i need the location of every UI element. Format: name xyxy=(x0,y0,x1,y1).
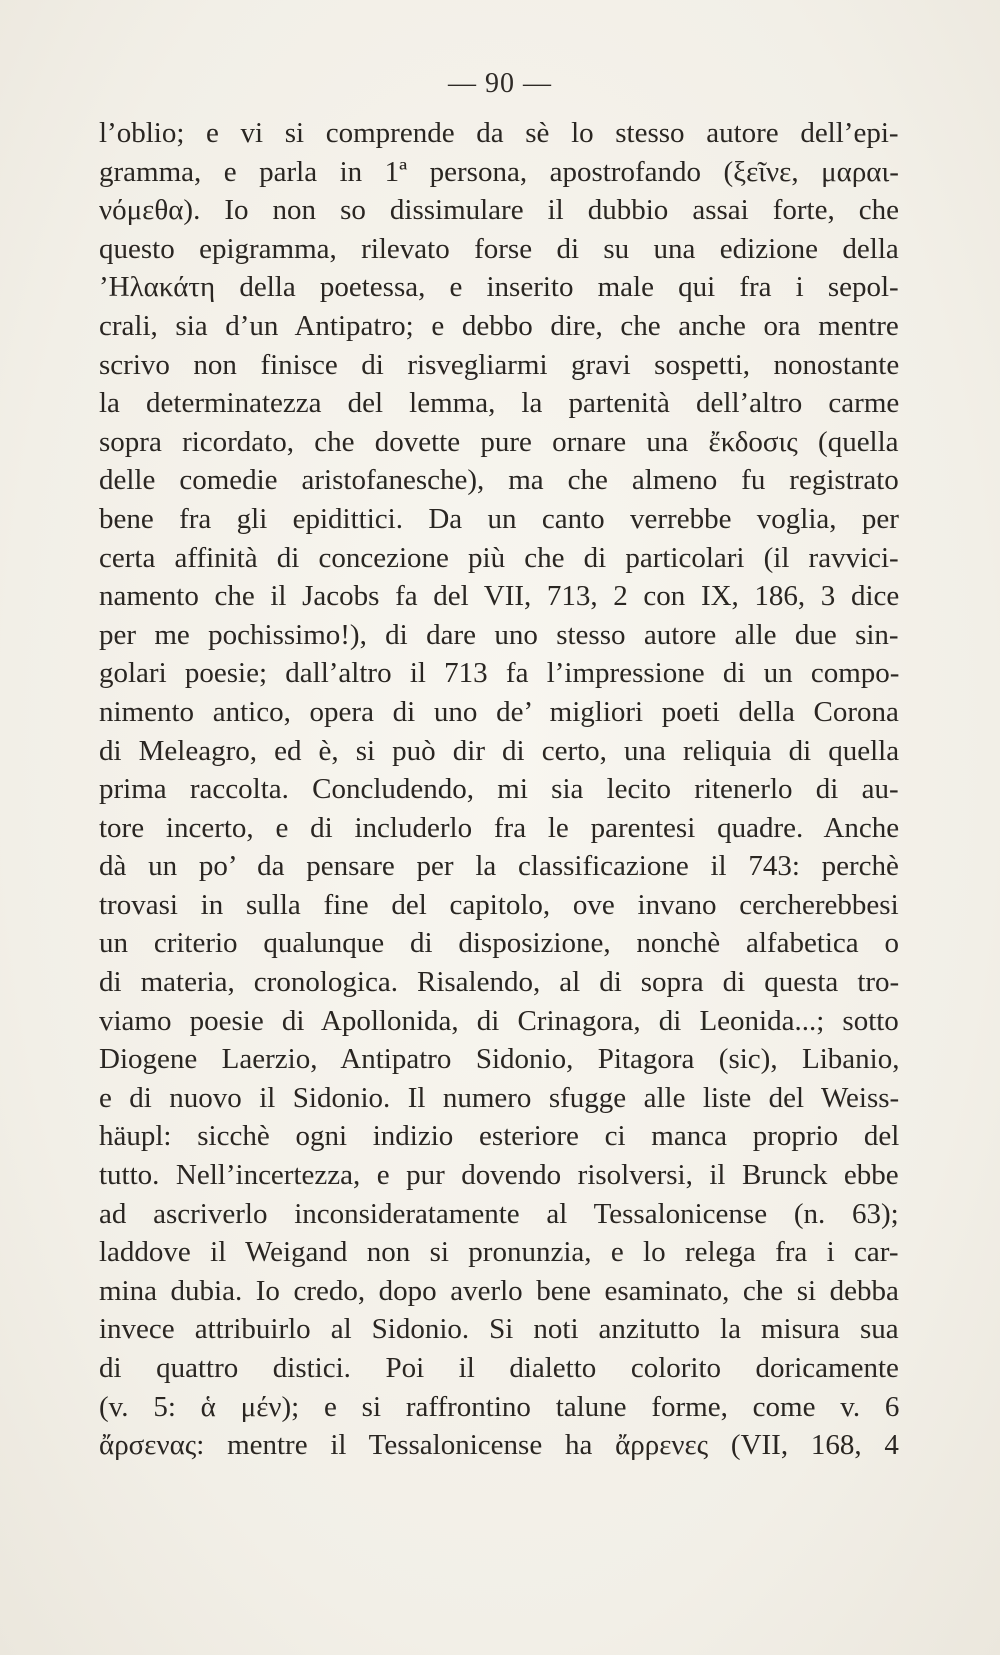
text-line: (v. 5: ἁ μέν); e si raffrontino talune forme, come v. 6 xyxy=(99,1390,900,1423)
text-line: l’oblio; e vi si comprende da sè lo stesso autore dell’epi- xyxy=(99,117,899,149)
text-line: laddove il Weigand non si pronunzia, e lo relega fra i car- xyxy=(99,1236,899,1269)
text-line: delle comedie aristofanesche), ma che almeno fu registrato xyxy=(99,464,899,497)
text-line: la determinatezza del lemma, la partenità dell’altro carme xyxy=(99,387,900,420)
text-line: tore incerto, e di includerlo fra le parentesi quadre. Anche xyxy=(99,811,900,844)
text-line: ’Ηλακάτη della poetessa, e inserito male qui fra i sepol- xyxy=(99,271,899,304)
text-line: ad ascriverlo inconsideratamente al Tessalonicense (n. 63); xyxy=(99,1197,899,1230)
text-line: di Meleagro, ed è, si può dir di certo, una reliquia di quella xyxy=(99,734,900,767)
text-line: di quattro distici. Poi il dialetto colorito doricamente xyxy=(99,1352,899,1384)
text-line: trovasi in sulla fine del capitolo, ove invano cercherebbesi xyxy=(99,888,899,921)
text-line: prima raccolta. Concludendo, mi sia lecito ritenerlo di au- xyxy=(99,773,899,806)
text-line: un criterio qualunque di disposizione, nonchè alfabetica o xyxy=(99,927,900,960)
text-line: per me pochissimo!), di dare uno stesso autore alle due sin- xyxy=(99,618,899,651)
text-line: invece attribuirlo al Sidonio. Si noti anzitutto la misura sua xyxy=(99,1313,899,1346)
text-line: häupl: sicchè ogni indizio esteriore ci manca proprio del xyxy=(99,1120,900,1153)
text-line: nimento antico, opera di uno de’ migliori poeti della Corona xyxy=(99,695,899,728)
text-line: golari poesie; dall’altro il 713 fa l’impressione di un compo- xyxy=(99,657,900,690)
text-line: e di nuovo il Sidonio. Il numero sfugge alle liste del Weiss- xyxy=(99,1081,900,1114)
text-line: bene fra gli epidittici. Da un canto verrebbe voglia, per xyxy=(99,502,899,535)
text-line: di materia, cronologica. Risalendo, al di sopra di questa tro- xyxy=(99,966,900,999)
text-line: mina dubia. Io credo, dopo averlo bene esaminato, che si debba xyxy=(99,1274,899,1307)
text-line: gramma, e parla in 1ª persona, apostrofando (ξεῖνε, μαραι- xyxy=(99,155,899,188)
text-line: crali, sia d’un Antipatro; e debbo dire, che anche ora mentre xyxy=(99,309,899,342)
text-line: ἄρσενας: mentre il Tessalonicense ha ἄρρενες (VII, 168, 4 xyxy=(99,1429,899,1462)
body-text xyxy=(99,114,899,1465)
text-line: namento che il Jacobs fa del VII, 713, 2 con IX, 186, 3 dice xyxy=(99,580,900,613)
text-line: dà un po’ da pensare per la classificazione il 743: perchè xyxy=(99,850,899,883)
text-line: viamo poesie di Apollonida, di Crinagora, di Leonida...; sotto xyxy=(99,1004,899,1037)
page-number: — 90 — xyxy=(448,68,552,99)
text-line: tutto. Nell’incertezza, e pur dovendo risolversi, il Brunck ebbe xyxy=(99,1159,899,1192)
text-line: sopra ricordato, che dovette pure ornare una ἔκδοσις (quella xyxy=(99,425,899,458)
text-line: scrivo non finisce di risvegliarmi gravi sospetti, nonostante xyxy=(99,348,900,381)
text-line: Diogene Laerzio, Antipatro Sidonio, Pitagora (sic), Libanio, xyxy=(99,1043,900,1076)
text-line: questo epigramma, rilevato forse di su una edizione della xyxy=(99,232,899,265)
text-line: νόμεθα). Io non so dissimulare il dubbio assai forte, che xyxy=(99,194,900,227)
text-line: certa affinità di concezione più che di particolari (il ravvici- xyxy=(99,541,899,574)
